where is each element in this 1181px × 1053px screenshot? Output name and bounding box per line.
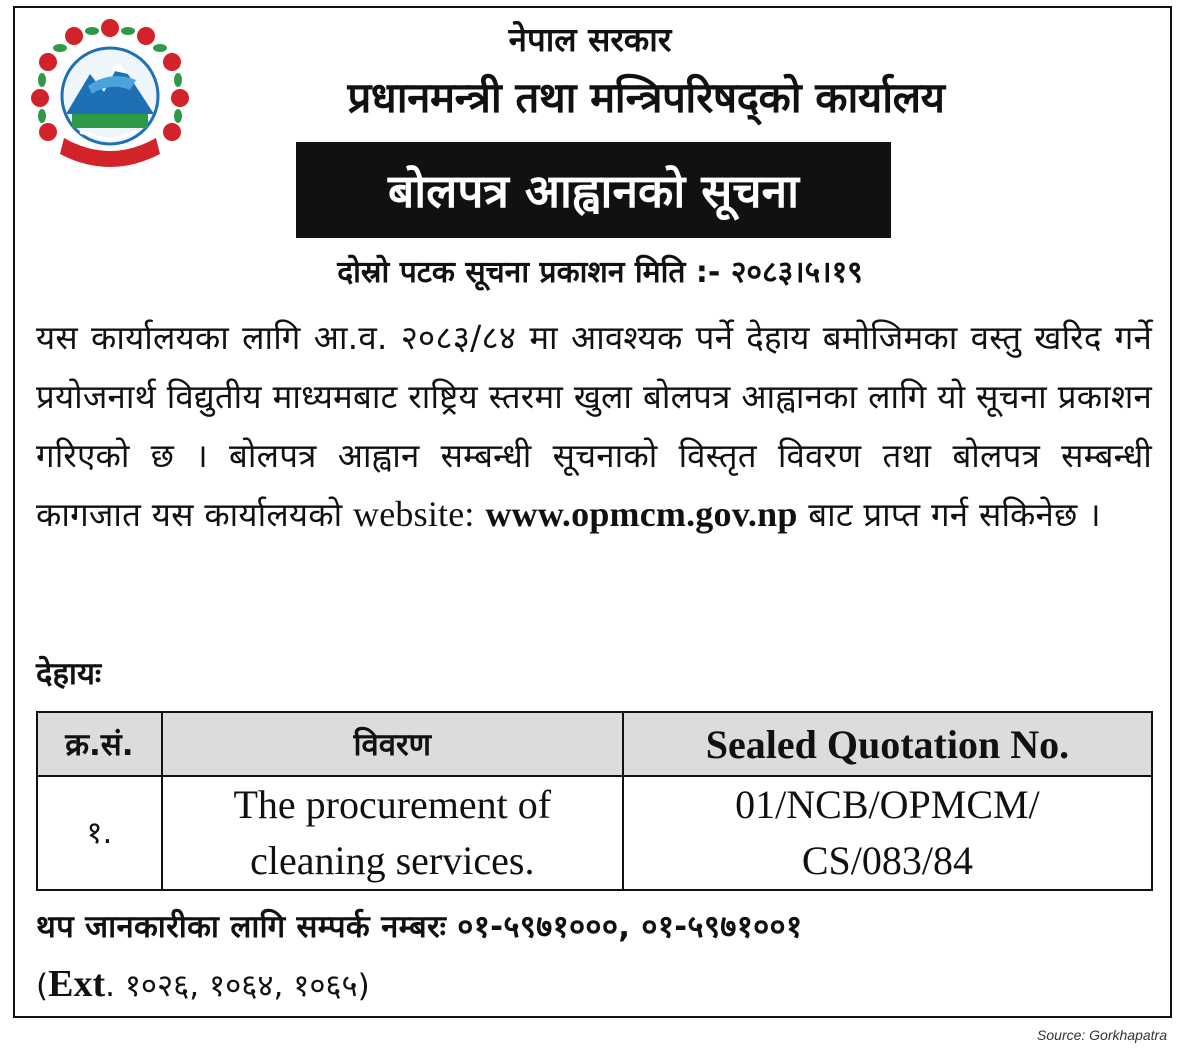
government-name: नेपाल सरकार <box>508 20 672 59</box>
table-header-row <box>37 712 1152 776</box>
extension-numbers <box>36 962 370 1006</box>
table-row <box>37 776 1152 890</box>
website-label: website: <box>353 494 475 534</box>
schedule-label: देहायः <box>36 656 102 692</box>
notice-title: बोलपत्र आह्वानको सूचना <box>387 164 800 218</box>
ext-open: ( <box>36 968 49 1004</box>
quotation-no-line: CS/083/84 <box>801 838 973 883</box>
nepal-emblem-icon <box>28 14 192 178</box>
cell-description <box>162 776 623 890</box>
notice-title-banner <box>296 142 891 238</box>
body-paragraph: यस कार्यालयका लागि आ.व. २०८३/८४ मा आवश्यक पर्ने देहाय बमोजिमका वस्तु खरिद गर्ने प्रयोजनार्थ विद्युतीय माध्यमबाट राष्ट्रिय स्तरमा खुला बोलपत्र आह्वानका लागि यो सूचना प्रकाशन गरिएको छ । बोलपत्र आह्वान सम्बन्धी सूचनाको विस्तृत विवरण तथा बोलपत्र सम्बन्धी कागजात यस कार्यालयको <box>36 318 1152 534</box>
publication-date-line: दोस्रो पटक सूचना प्रकाशन मिति :- २०८३।५।१९ <box>337 255 863 290</box>
schedule-table <box>36 711 1153 891</box>
cell-sn: १. <box>37 776 162 890</box>
description-line: cleaning services. <box>250 838 535 883</box>
source-credit: Source: Gorkhapatra <box>1037 1027 1167 1043</box>
ext-word: Ext <box>48 963 106 1005</box>
column-header-description: विवरण <box>162 712 623 776</box>
notice-body <box>36 308 1152 544</box>
website-link[interactable]: www.opmcm.gov.np <box>485 494 798 534</box>
office-name: प्रधानमन्त्री तथा मन्त्रिपरिषद्‌को कार्यालय <box>347 73 945 122</box>
ext-list: . १०२६, १०६४, १०६५) <box>105 968 370 1004</box>
body-paragraph-tail: बाट प्राप्त गर्न सकिनेछ । <box>808 495 1101 534</box>
contact-numbers: थप जानकारीका लागि सम्पर्क नम्बरः ०१-५९७१०००, ०१-५९७१००१ <box>36 909 803 945</box>
quotation-no-line: 01/NCB/OPMCM/ <box>735 782 1040 827</box>
column-header-sn: क्र.सं. <box>37 712 162 776</box>
cell-quotation-no <box>623 776 1152 890</box>
column-header-quotation-no: Sealed Quotation No. <box>623 712 1152 776</box>
description-line: The procurement of <box>233 782 552 827</box>
